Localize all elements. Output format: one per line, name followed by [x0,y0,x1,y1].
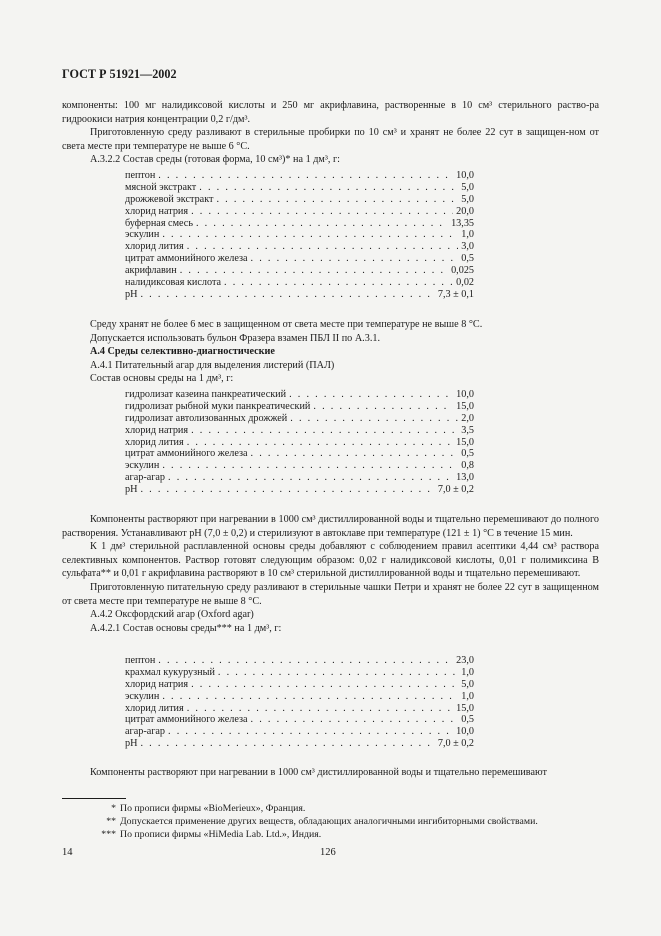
footnote: *** По прописи фирмы «HiMedia Lab. Ltd.», Индия. [101,829,322,840]
paragraph: Состав основы среды на 1 дм³, г: [90,373,234,385]
standard-header: ГОСТ Р 51921—2002 [62,67,177,81]
table-row: дрожжевой экстракт . . . 5,0 [125,194,474,206]
table-row: pH . . . 7,3 ± 0,1 [125,289,474,301]
page-number-left: 14 [62,847,73,858]
footnote: * По прописи фирмы «BioMerieux», Франция. [111,803,306,814]
text-block-1 [62,99,599,167]
table-row: гидролизат казеина панкреатический . . . 10,0 [125,389,474,401]
paragraph: К 1 дм³ стерильной расплавленной основы среды добавляют с соблюдением правил асептики 4,44 см³ раствора селективных компонентов. Раствор готовят следующим образом: 0,02 г налидиксовой кислоты, 0,01 г полимиксина В сульфата** и 0,01 г акрифлавина растворяют в 10 см³ стерильной дистиллированной воды и тщательно перемешивают. [62,541,599,580]
paragraph: Компоненты растворяют при нагревании в 1000 см³ дистиллированной воды и тщательно перемешивают [90,767,547,778]
table-row: хлорид натрия . . . 20,0 [125,206,474,218]
table-row: цитрат аммонийного железа . . . 0,5 [125,714,474,726]
table-row: хлорид лития . . . 15,0 [125,437,474,449]
table-row: эскулин . . . 1,0 [125,691,474,703]
table-row: акрифлавин . . . 0,025 [125,265,474,277]
table-row: буферная смесь . . . 13,35 [125,218,474,230]
text-block-4 [62,766,599,780]
table-row: пептон . . . 23,0 [125,655,474,667]
table-row: хлорид лития . . . 15,0 [125,703,474,715]
table-row: гидролизат рыбной муки панкреатический . . . 15,0 [125,401,474,413]
text-block-3 [62,513,599,635]
text-block-2 [62,318,599,386]
table-row: цитрат аммонийного железа . . . 0,5 [125,448,474,460]
composition-table-3 [125,655,474,750]
composition-table-2 [125,389,474,496]
section-heading: А.4 Среды селективно-диагностические [90,346,275,358]
table-row: налидиксовая кислота . . . 0,02 [125,277,474,289]
paragraph: Допускается использовать бульон Фразера взамен ПБЛ II по А.3.1. [90,332,381,344]
paragraph: компоненты: 100 мг налидиксовой кислоты и 250 мг акрифлавина, растворенные в 10 см³ стерильного раство-ра гидроокиси натрия концентрации 0,2 г/дм³. [62,100,599,125]
table-row: хлорид лития . . . 3,0 [125,241,474,253]
subsection-heading: А.4.2 Оксфордский агар (Oxford agar) [90,609,254,621]
footnote-divider [62,798,126,799]
table-row: хлорид натрия . . . 3,5 [125,425,474,437]
table-row: мясной экстракт . . . 5,0 [125,182,474,194]
paragraph: Среду хранят не более 6 мес в защищенном от света месте при температуре не выше 8 °С. [90,319,483,330]
table-row: гидролизат автолизованных дрожжей . . . 2,0 [125,413,474,425]
section-heading: А.3.2.2 Состав среды (готовая форма, 10 см³)* на 1 дм³, г: [90,154,341,166]
table-row: агар-агар . . . 10,0 [125,726,474,738]
page-number-center: 126 [320,847,336,858]
table-row: агар-агар . . . 13,0 [125,472,474,484]
paragraph: Приготовленную среду разливают в стерильные пробирки по 10 см³ и хранят не более 22 сут в защищен-ном от света месте при температуре не выше 6 °С. [62,127,599,152]
table-row: цитрат аммонийного железа . . . 0,5 [125,253,474,265]
table-row: пептон . . . 10,0 [125,170,474,182]
composition-table-1 [125,170,474,301]
table-row: хлорид натрия . . . 5,0 [125,679,474,691]
paragraph: Компоненты растворяют при нагревании в 1000 см³ дистиллированной воды и тщательно перемешивают до полного растворения. Устанавливают pH (7,0 ± 0,2) и стерилизуют в автоклаве при температуре (121 ± 1) °С в течение 15 мин. [62,514,599,539]
table-row: pH . . . 7,0 ± 0,2 [125,738,474,750]
table-row: pH . . . 7,0 ± 0,2 [125,484,474,496]
subsection-heading: А.4.1 Питательный агар для выделения листерий (ПАЛ) [90,359,335,371]
table-row: эскулин . . . 1,0 [125,229,474,241]
paragraph: А.4.2.1 Состав основы среды*** на 1 дм³, г: [90,622,282,634]
table-row: крахмал кукурузный . . . 1,0 [125,667,474,679]
paragraph: Приготовленную питательную среду разливают в стерильные чашки Петри и хранят не более 22 сут в защищенном от света месте при температуре не выше 8 °С. [62,581,599,607]
footnote: ** Допускается применение других веществ, обладающих аналогичными ингибиторными свойствами. [106,816,538,827]
table-row: эскулин . . . 0,8 [125,460,474,472]
